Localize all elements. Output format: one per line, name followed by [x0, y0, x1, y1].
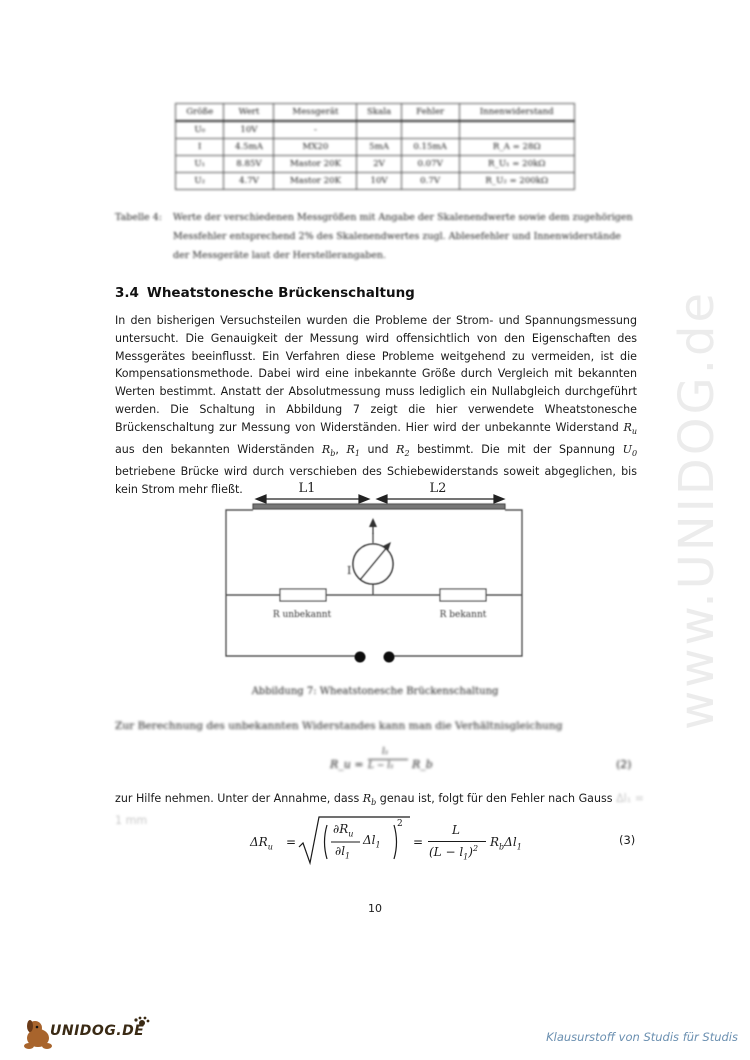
table-cell: 5mA	[357, 139, 401, 156]
table-cell: 4.7V	[224, 173, 274, 190]
table-cell	[357, 121, 401, 139]
equation-3	[245, 815, 545, 875]
dog-icon	[24, 1020, 52, 1049]
table-header-cell: Messgerät	[274, 104, 357, 122]
eq3-delta-l-text: Δl	[363, 833, 376, 847]
page-number: 10	[368, 902, 382, 915]
table-cell: MX20	[274, 139, 357, 156]
comma: ,	[335, 442, 339, 456]
symbol-rb	[362, 792, 377, 808]
symbol-letter: R	[362, 792, 372, 805]
symbol-letter: R	[346, 442, 355, 456]
eq2-fraction-bar	[368, 759, 408, 760]
table-row	[176, 121, 575, 139]
symbol-letter: R	[396, 442, 405, 456]
paragraph-text: bestimmt. Die mit der Spannung	[417, 442, 616, 456]
table-cell	[401, 121, 459, 139]
table-cell: 2V	[357, 156, 401, 173]
equation-intro: Zur Berechnung des unbekannten Widerstandes kann man die Verhältnisgleichung	[115, 720, 563, 732]
table-cell: -	[274, 121, 357, 139]
equation-2	[300, 748, 480, 784]
label-l2: L2	[429, 481, 447, 496]
arrow-head	[256, 495, 266, 503]
eq3-equals: =	[286, 835, 297, 849]
paragraph-text: aus den bekannten Widerständen	[115, 442, 315, 456]
label-r-known: R bekannt	[439, 610, 487, 620]
eq3-partial-den: $\partial l_1$	[335, 844, 351, 861]
symbol-letter: U	[622, 442, 632, 456]
watermark	[638, 280, 750, 740]
footer-tagline: Klausurstoff von Studis für Studis	[546, 1030, 738, 1044]
resistor-unknown	[280, 589, 326, 601]
symbol-sub: 0	[631, 449, 638, 459]
table-cell: 8.85V	[224, 156, 274, 173]
eq3-delta-l-sub: 1	[375, 840, 381, 850]
table-cell: R_A = 28Ω	[459, 139, 575, 156]
eq3-frac-den	[429, 844, 478, 861]
table-cell: 10V	[357, 173, 401, 190]
eq3-partial-num: $\partial R_u$	[333, 822, 354, 839]
section-heading	[115, 285, 415, 301]
paragraph-text: zur Hilfe nehmen. Unter der Annahme, dass	[115, 792, 360, 805]
symbol-sub: b	[371, 798, 377, 808]
paragraph-text: betriebene Brücke wird durch verschieben des Schiebewiderstands soweit abgeglichen, bis kein Strom mehr fließt.	[115, 464, 637, 496]
eq3-lhs-text: ΔR	[250, 835, 268, 849]
figure-caption: Abbildung 7: Wheatstonesche Brückenschaltung	[251, 686, 499, 697]
table-header-cell: Wert	[224, 104, 274, 122]
table-cell: 0.15mA	[401, 139, 459, 156]
eq2-numerator: l₁	[382, 747, 389, 757]
label-meter: I	[347, 564, 352, 577]
watermark-text: www.UNIDOG.de	[669, 289, 725, 731]
table-header-cell: Skala	[357, 104, 401, 122]
eq2-lhs: R_u =	[330, 758, 364, 771]
table-caption-text: Werte der verschiedenen Messgrößen mit Angabe der Skalenendwerte sowie dem zugehörigen Messfehler entsprechend 2% des Skalenendwertes zugl. Ablesefehler und Innenwiderstände der Messgeräte laut der Herstellerangaben.	[173, 212, 633, 261]
table-cell	[459, 121, 575, 139]
table-row	[176, 139, 575, 156]
symbol-letter: R	[623, 420, 632, 434]
eq3-dl-sub: 1	[516, 842, 522, 852]
label-r-unknown: R unbekannt	[272, 610, 332, 620]
eq3-frac-den-text: (L − l	[429, 845, 464, 859]
eq3-rb	[490, 835, 522, 851]
eq3-partial-den-sub: 1	[345, 851, 351, 861]
table-cell: U₁	[176, 156, 224, 173]
table-header-cell: Größe	[176, 104, 224, 122]
eq3-rb-sub: b	[499, 842, 505, 852]
symbol-sub: b	[330, 449, 336, 459]
wire-left	[226, 510, 358, 656]
table-caption-label: Tabelle 4:	[115, 212, 162, 223]
symbol-u0	[622, 442, 638, 459]
paragraph-text: und	[367, 442, 389, 456]
equation-2-number: (2)	[616, 758, 632, 771]
table-cell: U₂	[176, 173, 224, 190]
symbol-rb	[321, 442, 336, 459]
terminal-right	[384, 652, 395, 663]
sqrt-sign	[297, 815, 411, 867]
eq3-delta-l	[363, 833, 381, 849]
paragraph-text: In den bisherigen Versuchsteilen wurden die Probleme der Strom- und Spannungsmessung untersucht. Die Genauigkeit der Messung wird offensichtlich von den Eigenschaften des Messgerätes beeinflusst. Ein Verfahren diese Probleme weitgehend zu vermeiden, ist die Kompensationsmethode. Dabei wird eine inbekannte Größe durch Vergleich mit bekannten Werten bestimmt. Anstatt der Absolutmessung muss lediglich ein Nullabgleich durchgeführt werden. Die Schaltung in Abbildung 7 zeigt die hier verwendete Wheatstonesche Brückenschaltung zur Messung von Widerständen. Hier wird der unbekannte Widerstand	[115, 314, 637, 434]
logo-text: UNIDOG.DE	[50, 1023, 145, 1039]
measurement-table	[175, 103, 575, 190]
arrow-head	[494, 495, 504, 503]
eq3-frac-den-close: )	[468, 845, 473, 859]
table-cell: 4.5mA	[224, 139, 274, 156]
resistor-known	[440, 589, 486, 601]
eq3-lhs-sub: u	[267, 842, 273, 852]
arrow-head	[377, 495, 387, 503]
eq3-frac-num: L	[452, 823, 460, 837]
symbol-r2	[396, 442, 410, 459]
table-cell: Mastor 20K	[274, 156, 357, 173]
eq3-frac-den-exp: 2	[472, 844, 479, 853]
table-cell: 10V	[224, 121, 274, 139]
table-header-row	[176, 104, 575, 122]
eq3-fraction-bar	[428, 841, 486, 842]
symbol-r1	[346, 442, 360, 459]
eq3-rb-text: R	[490, 835, 500, 849]
table-header-cell: Fehler	[401, 104, 459, 122]
equation-3-number: (3)	[619, 833, 636, 847]
terminal-left	[355, 652, 366, 663]
eq2-rhs: R_b	[412, 758, 433, 771]
arrow-head	[359, 495, 369, 503]
section-title: Wheatstonesche Brückenschaltung	[146, 285, 415, 301]
table-cell: I	[176, 139, 224, 156]
symbol-sub: 2	[404, 449, 410, 459]
section-number: 3.4	[115, 285, 139, 301]
body-paragraph	[115, 312, 637, 498]
table-cell: 0.07V	[401, 156, 459, 173]
table-cell: U₀	[176, 121, 224, 139]
faded-text: Δl₁ = 1 mm	[115, 792, 645, 828]
symbol-sub: 1	[354, 449, 360, 459]
label-l1: L1	[298, 481, 316, 496]
circuit-body	[226, 504, 522, 663]
table-cell: R_U₂ = 200kΩ	[459, 173, 575, 190]
table-cell: R_U₁ = 20kΩ	[459, 156, 575, 173]
wiper-arrow	[369, 518, 377, 527]
eq3-partial-num-sub: u	[348, 829, 354, 839]
paragraph-text: genau ist, folgt für den Fehler nach Gauss	[379, 792, 613, 805]
wire-right	[390, 510, 522, 656]
eq3-equals-2: =	[413, 835, 424, 849]
symbol-letter: R	[321, 442, 331, 456]
eq3-exponent: 2	[397, 819, 403, 829]
symbol-sub: u	[631, 427, 637, 436]
table-header-cell: Innenwiderstand	[459, 104, 575, 122]
eq3-frac-den-sub: 1	[463, 852, 469, 862]
eq2-denominator: L − l₁	[368, 761, 394, 771]
table-cell: 0.7V	[401, 173, 459, 190]
dimension-arrows	[256, 495, 504, 503]
eq3-dl-text: Δl	[504, 835, 517, 849]
eq3-lhs	[250, 835, 273, 851]
table-caption	[115, 208, 637, 265]
symbol-ru	[623, 421, 637, 434]
table-cell: Mastor 20K	[274, 173, 357, 190]
table-row	[176, 156, 575, 173]
table-row	[176, 173, 575, 190]
slide-wire	[253, 504, 505, 509]
